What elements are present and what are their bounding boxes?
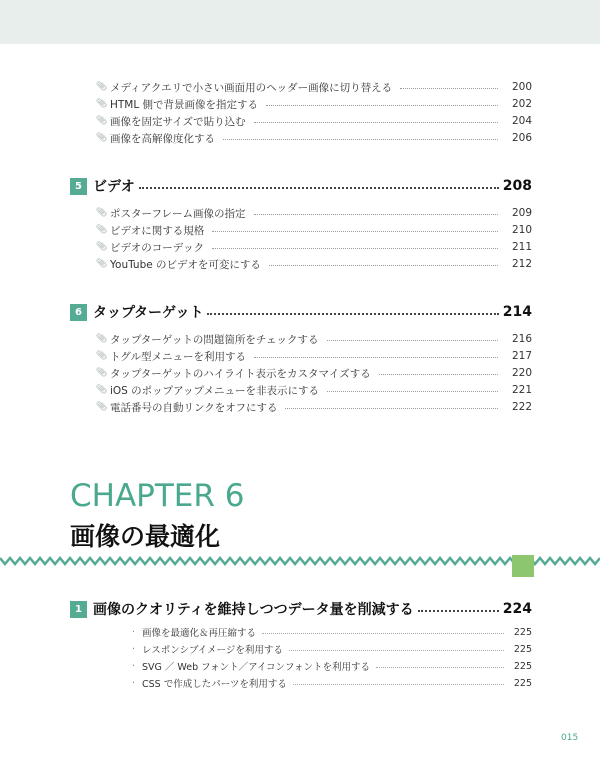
leader-dots: [254, 357, 498, 358]
leader-dots: [269, 265, 498, 266]
toc-entry-title: ビデオのコーデック: [110, 241, 205, 254]
toc-subentry-page: 225: [513, 626, 532, 638]
section-page: 208: [502, 178, 532, 194]
section-number-badge: 5: [70, 178, 87, 195]
toc-entry-page: 209: [511, 207, 532, 219]
toc-entry[interactable]: [96, 129, 532, 147]
section-page: 214: [502, 304, 532, 320]
paperclip-icon: 📎︎: [96, 334, 108, 344]
leader-dots: [266, 105, 498, 106]
toc-entry-page: 222: [511, 401, 532, 413]
toc-subentry-title: レスポンシブイメージを利用する: [142, 645, 283, 656]
toc-chapter6-section-1[interactable]: [70, 598, 532, 620]
bullet-dot-icon: ·: [132, 677, 136, 689]
paperclip-icon: 📎︎: [96, 242, 108, 252]
top-band: [0, 0, 600, 44]
paperclip-icon: 📎︎: [96, 133, 108, 143]
toc-subentry-page: 225: [513, 660, 532, 672]
section-page: 224: [502, 601, 532, 617]
leader-dots: [207, 313, 498, 315]
toc-subentry-page: 225: [513, 677, 532, 689]
chapter-label: CHAPTER 6: [70, 478, 245, 514]
toc-entry-page: 211: [511, 241, 532, 253]
toc-entry-title: 画像を固定サイズで貼り込む: [110, 115, 246, 128]
toc-entry[interactable]: [96, 364, 532, 382]
leader-dots: [289, 650, 504, 651]
paperclip-icon: 📎︎: [96, 99, 108, 109]
toc-entry-title: ビデオに関する規格: [110, 224, 205, 237]
toc-subentry-title: CSS で作成したパーツを利用する: [142, 679, 287, 690]
toc-entry-page: 216: [511, 333, 532, 345]
toc-entry[interactable]: [96, 330, 532, 348]
toc-entry-title: トグル型メニューを利用する: [110, 350, 246, 363]
toc-entry-title: タップターゲットのハイライト表示をカスタマイズする: [110, 367, 371, 380]
page-number: 015: [561, 733, 579, 743]
toc-subentry[interactable]: [132, 641, 532, 657]
paperclip-icon: 📎︎: [96, 208, 108, 218]
toc-entry[interactable]: [96, 78, 532, 96]
zigzag-divider: [0, 552, 600, 572]
toc-entry-page: 217: [511, 350, 532, 362]
toc-entry[interactable]: [96, 238, 532, 256]
toc-entry-page: 204: [511, 115, 532, 127]
section-title: ビデオ: [93, 179, 135, 195]
section-title: 画像のクオリティを維持しつつデータ量を削減する: [93, 602, 414, 618]
paperclip-icon: 📎︎: [96, 368, 108, 378]
toc-entry-title: 電話番号の自動リンクをオフにする: [110, 401, 278, 414]
leader-dots: [400, 88, 498, 89]
toc-entry[interactable]: [96, 204, 532, 222]
toc-entry-title: タップターゲットの問題箇所をチェックする: [110, 333, 319, 346]
paperclip-icon: 📎︎: [96, 351, 108, 361]
paperclip-icon: 📎︎: [96, 402, 108, 412]
leader-dots: [212, 248, 498, 249]
section-title: タップターゲット: [93, 305, 204, 321]
paperclip-icon: 📎︎: [96, 116, 108, 126]
toc-section-6[interactable]: [70, 301, 532, 323]
toc-entry-page: 200: [511, 81, 532, 93]
paperclip-icon: 📎︎: [96, 259, 108, 269]
leader-dots: [293, 684, 504, 685]
bullet-dot-icon: ·: [132, 643, 136, 655]
leader-dots: [212, 231, 498, 232]
toc-section-5[interactable]: [70, 175, 532, 197]
toc-entry-title: iOS のポップアップメニューを非表示にする: [110, 384, 320, 397]
toc-entry-page: 202: [511, 98, 532, 110]
toc-entry[interactable]: [96, 398, 532, 416]
toc-entry-page: 212: [511, 258, 532, 270]
leader-dots: [262, 633, 504, 634]
section-number-badge: 6: [70, 304, 87, 321]
leader-dots: [379, 374, 498, 375]
toc-entry-title: 画像を高解像度化する: [110, 132, 215, 145]
toc-subentry[interactable]: [132, 675, 532, 691]
leader-dots: [254, 214, 498, 215]
leader-dots: [223, 139, 498, 140]
toc-entry[interactable]: [96, 221, 532, 239]
toc-entry-title: YouTube のビデオを可変にする: [110, 258, 261, 271]
bullet-dot-icon: ·: [132, 660, 136, 672]
toc-subentry-title: 画像を最適化＆再圧縮する: [142, 628, 257, 639]
paperclip-icon: 📎︎: [96, 385, 108, 395]
toc-entry-page: 220: [511, 367, 532, 379]
toc-subentry[interactable]: [132, 624, 532, 640]
toc-entry[interactable]: [96, 112, 532, 130]
toc-subentry[interactable]: [132, 658, 532, 674]
leader-dots: [327, 340, 498, 341]
toc-entry[interactable]: [96, 95, 532, 113]
toc-subentry-page: 225: [513, 643, 532, 655]
toc-entry[interactable]: [96, 255, 532, 273]
toc-entry[interactable]: [96, 347, 532, 365]
bullet-dot-icon: ·: [132, 626, 136, 638]
toc-entry-page: 210: [511, 224, 532, 236]
leader-dots: [285, 408, 498, 409]
chapter-title: 画像の最適化: [70, 522, 221, 551]
toc-subentry-title: SVG ／ Web フォント／アイコンフォントを利用する: [142, 662, 370, 673]
toc-entry-title: HTML 側で背景画像を指定する: [110, 98, 259, 111]
paperclip-icon: 📎︎: [96, 225, 108, 235]
leader-dots: [376, 667, 504, 668]
toc-entry-title: メディアクエリで小さい画面用のヘッダー画像に切り替える: [110, 81, 393, 94]
leader-dots: [254, 122, 498, 123]
leader-dots: [418, 610, 499, 612]
toc-entry-page: 206: [511, 132, 532, 144]
toc-entry[interactable]: [96, 381, 532, 399]
leader-dots: [139, 187, 499, 189]
paperclip-icon: 📎︎: [96, 82, 108, 92]
green-square-accent: [512, 555, 534, 577]
section-number-badge: 1: [70, 601, 87, 618]
toc-entry-title: ポスターフレーム画像の指定: [110, 207, 246, 220]
leader-dots: [327, 391, 498, 392]
toc-entry-page: 221: [511, 384, 532, 396]
